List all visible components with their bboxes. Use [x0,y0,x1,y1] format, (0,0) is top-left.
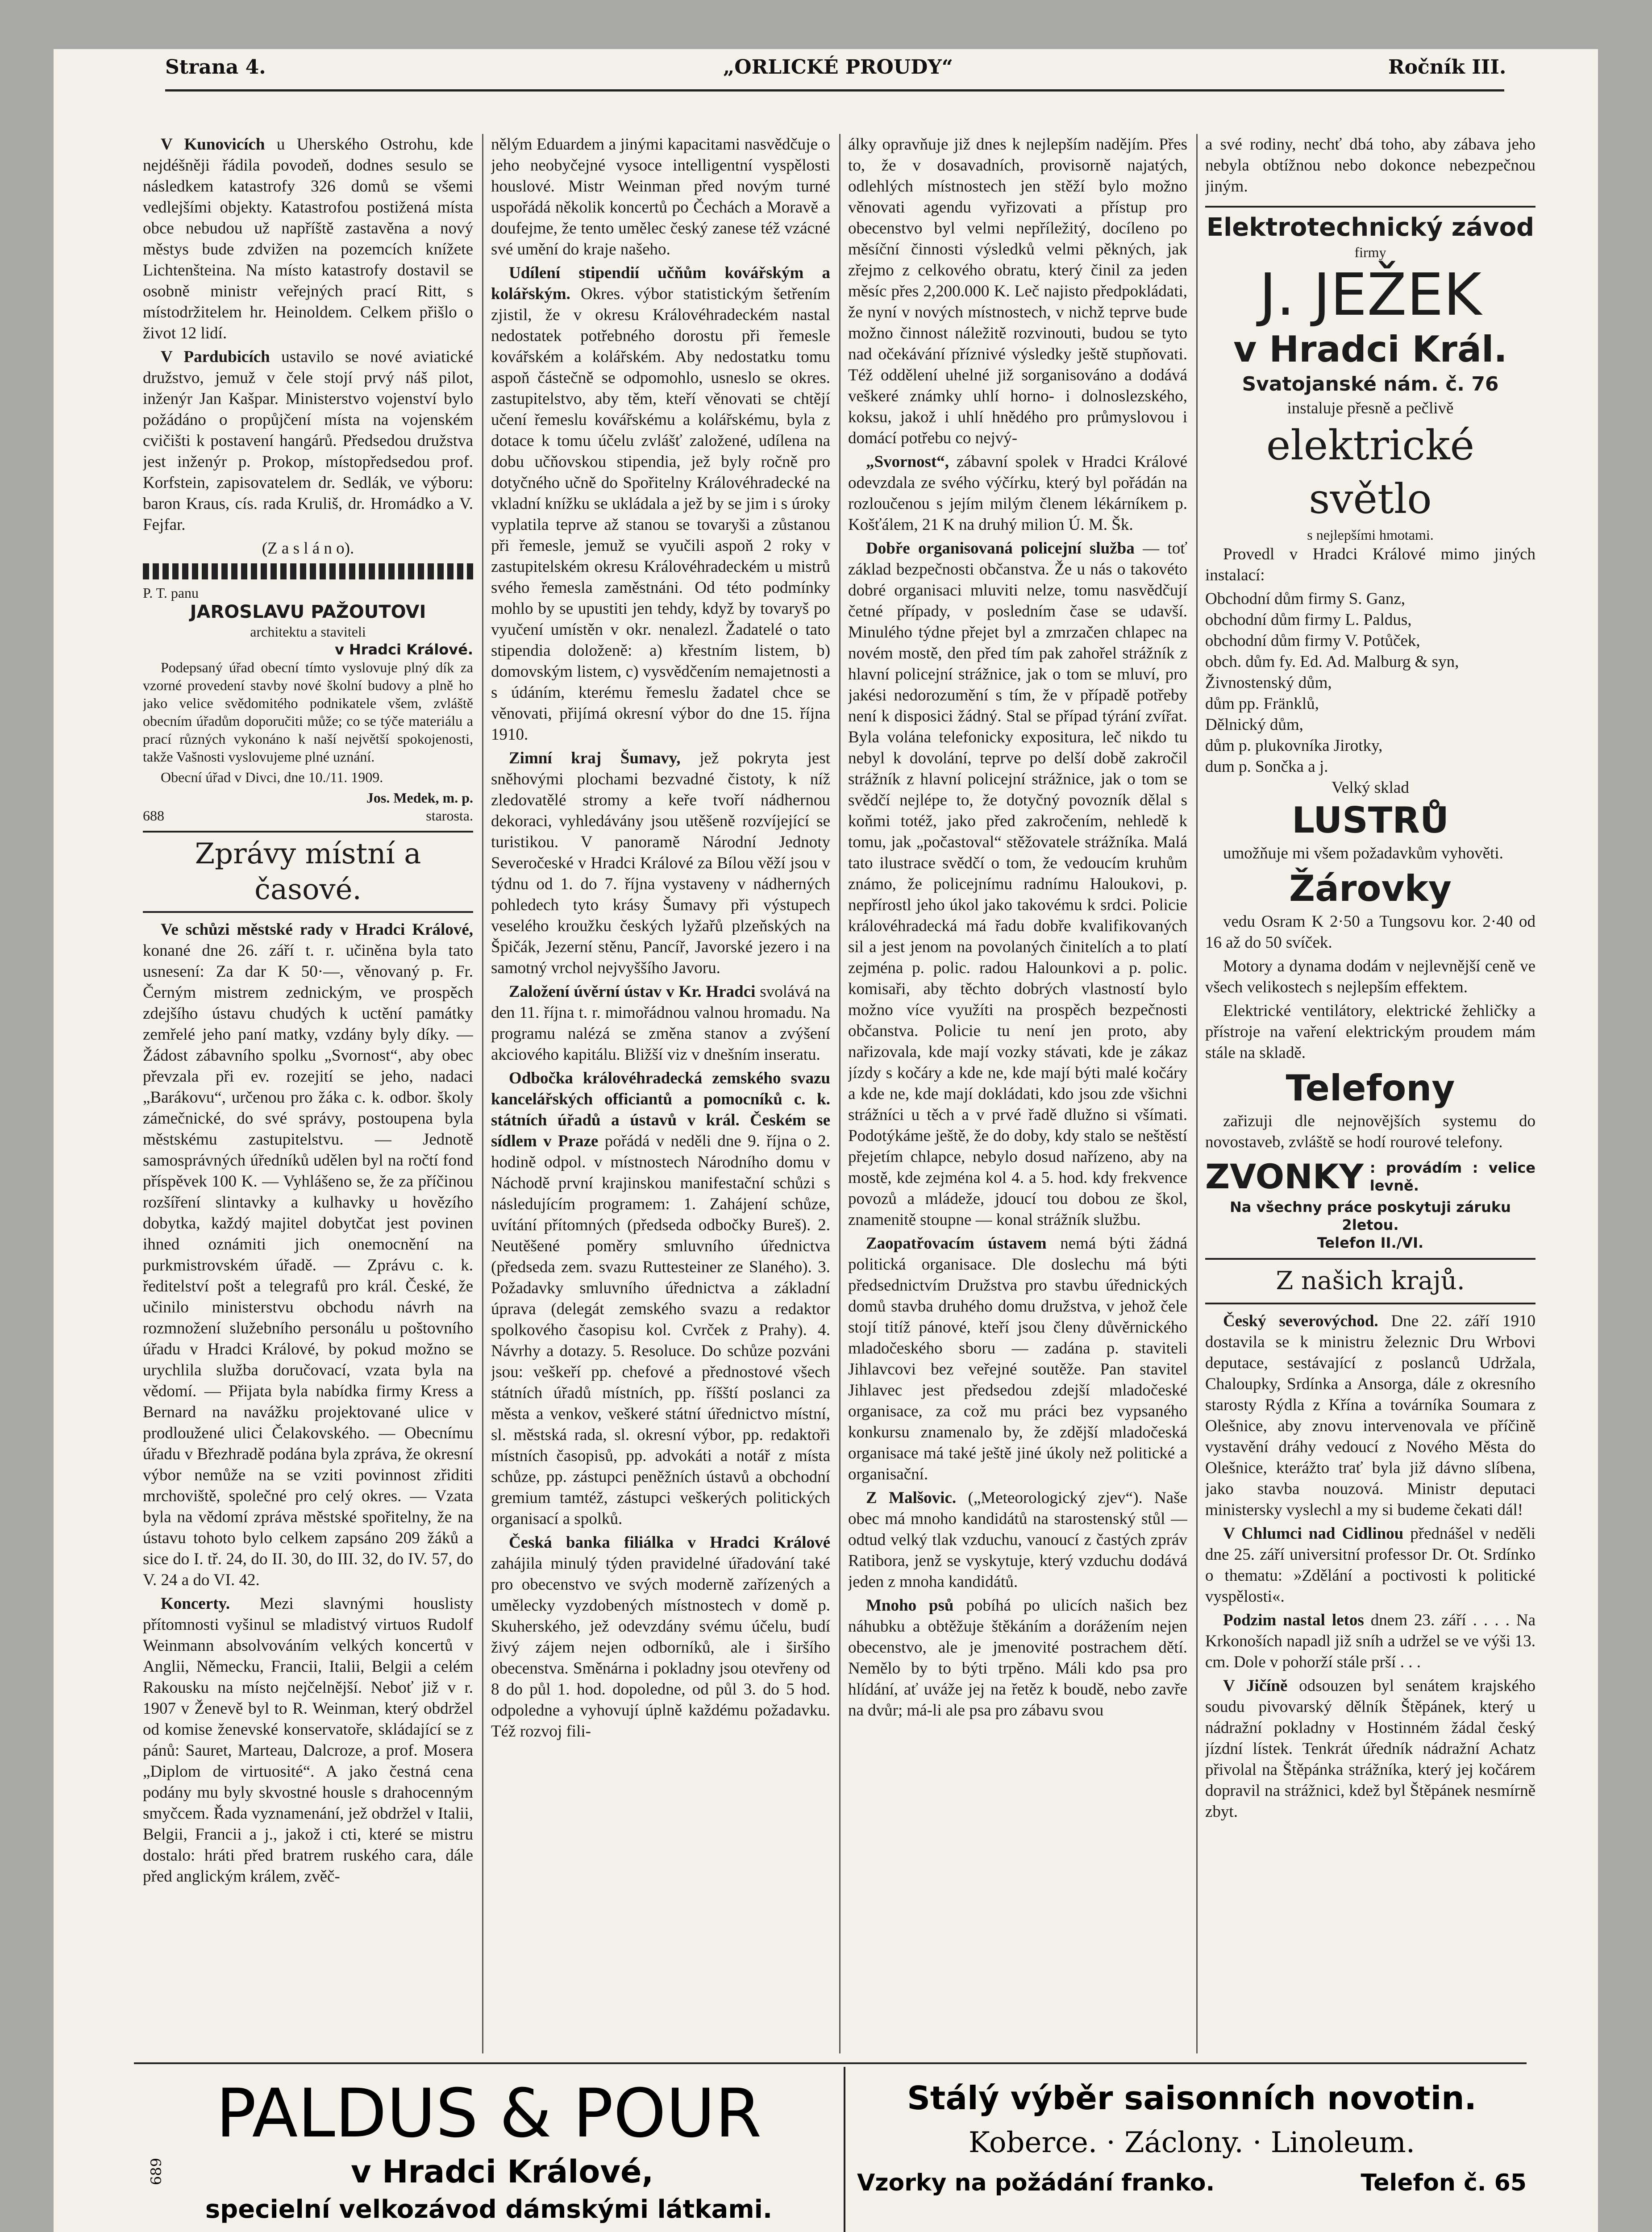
article-city-council: Ve schůzi městské rady v Hradci Králové, konané dne 26. září t. r. učiněna byla tato usnesení: Za dar K 50·—, věnovaný p. Fr. Černým mistrem zednickým, ve prospěch zdejšího ústavu chudých k uctění památky zemřelé jeho paní matky, vzdány byly díky. — Žádost zábavního spolku „Svornost“, aby obec převzala při ev. rozejití se jeho, nadaci „Barákovu“, určenou pro žáka c. k. odbor. školy zámečnické, do své správy, postoupena byla městskému zastupitelstvu. — Jednotě samosprávných úředníků udělen byl na ročtí fond příspěvek 100 K. — Vyhlášeno se, že za příčinou rozšíření slintavky a kulhavky u hovězího dobytka, každý majitel dobytčat jest povinen ihned oznámiti jich onemocnění na purkmistrovském úřadě. — Zprávu c. k. ředitelství pošt a telegrafů pro král. České, že učinilo ministerstvu obchodu návrh na rozmnožení služebního personálu u poštovního úřadu v Hradci Králové, by pokud možno se urychlila služba doručovací, vzata byla na vědomí. — Přijata byla nabídka firmy Kress a Bernard na navážku projektované ulice v prodloužené ulici Čelakovského. — Obecnímu úřadu v Březhradě podána byla zpráva, že okresní výbor nemůže na se vziti povinnost zřiditi mrchoviště, společné pro celý okres. — Vzata byla na vědomí zpráva městské spořitelny, že na ústavu tohoto bylo celkem zapsáno 209 žáků a sice do I. tř. 24, do II. 30, do III. 32, do IV. 57, do V. 24 a do VI. 42. [143,920,473,1589]
ad-lustru: LUSTRŮ [1292,800,1449,841]
ad-zvonky-side: : provádím : velice levně. [1369,1159,1535,1194]
ad-store: Velký sklad [1332,779,1409,797]
ad-list-item: dům pp. Fränklů, [1205,695,1319,713]
column-4 [1205,134,1535,2053]
letter-number: 688 [143,808,164,824]
ad-firm: firmy [1354,244,1386,260]
letter-sign-role: starosta. [426,808,473,824]
column-rule-2 [839,134,841,2053]
letter-sign: Jos. Medek, m. p. [366,790,473,806]
article-kunovice: V Kunovicích u Uherského Ostrohu, kde nejdéšněji řádila povodeň, dodnes sesulo se následkem katastrofy 326 domů se všemi vedlejšími objekty. Katastrofou postižená místa obce nebudou už napříště zastavěna a nový městys bude zdvižen na pozemcích knížete Lichtenšteina. Na místo katastrofy dostavil se osobně ministr veřejných prací Ritt, s místodržitelem hr. Heinoldem. Celkem přišlo o život 12 lidí. [143,135,473,342]
letter-date: Obecní úřad v Divci, dne 10./11. 1909. [161,769,383,785]
letter-name: JAROSLAVU PAŽOUTOVI [190,602,426,622]
ad-ventilators: Elektrické ventilátory, elektrické žehličky a přístroje na vaření elektrickým proudem mám stále na skladě. [1205,1002,1535,1062]
paldus-city: v Hradci Králové, [350,2153,654,2190]
article-svornost: „Svornost“, zábavní spolek v Hradci Králové odevzdala ze svého výčírku, který byl pořádán na rozloučenou s jejím milým členem lékárníkem p. Košťálem, 21 K na druhý milion Ú. M. Šk. [848,453,1187,534]
column-2 [491,134,830,2053]
ad-zarovky-sub: vedu Osram K 2·50 a Tungsovu kor. 2·40 od 16 až do 50 svíček. [1205,912,1535,952]
ad-light-sub: s nejlepšími hmotami. [1307,527,1434,543]
article-jicin: V Jičíně odsouzen byl senátem krajského soudu pivovarský dělník Štěpánek, který u nádražní pokladny v Hostinném žádal český jízdní lístek. Tenkrát úředník nádražní Achatz přivolal na Štěpánka strážníka, který jej kočárem dopravil na strážnici, kdež byl Štěpánek nesmírně zbyt. [1205,1677,1535,1821]
ad-list-item: obch. dům fy. Ed. Ad. Malburg & syn, [1205,653,1459,671]
ad-installs: instaluje přesně a pečlivě [1287,399,1454,417]
article-czech-bank: Česká banka filiálka v Hradci Králové zahájila minulý týden pravidelné úřadování také pro obecenstvo ve svých moderně zařízených a umělecky vyzdobených místnostech v domě p. Skuherského, jež odevzdány svému účelu, budí živý zájem nejen odborníků, ale i širšího obecenstva. Směnárna i pokladny jsou otevřeny od 8 do půl 1. hod. dopoledne, od půl 3. do 5 hod. odpoledne a vyhovují úplně každému požadavku. Též rozvoj fili- [491,1533,830,1741]
ad-zarovky: Žárovky [1289,868,1452,909]
ad-done: Provedl v Hradci Králové mimo jiných instalací: [1205,545,1535,584]
article-autumn: Podzim nastal letos dnem 23. září . . . . Na Krkonoších napadl již sníh a udržel se ve výši 13. cm. Dole v pohorží stále prší . . . [1205,1611,1535,1671]
ad-list [1205,588,1535,777]
ad-separator [1205,206,1535,208]
footer-vertical-rule [844,2067,845,2232]
ad-telefony-sub: zařizuji dle nejnovějších systemu do novostaveb, zvláště se hodí rourové telefony. [1205,1112,1535,1151]
ad-title: Elektrotechnický závod [1206,213,1535,242]
paldus-name: PALDUS & POUR [216,2075,762,2153]
article-concerts: Koncerty. Mezi slavnými houslisty přítomnosti vyšinul se mladistvý virtuos Rudolf Weinmann absolvováním velkých koncertů v Anglii, Německu, Francii, Italii, Belgii a celém Rakousku na místo nejčelnější. Neboť již v r. 1907 v Ženevě byl to R. Weinman, který obdržel od komise ženevské konservatoře, skládající se z pánů: Sauret, Marteau, Dalcroze, a prof. Mosera „Diplom de virtuosité“. A jako čestná cena podány mu byly skvostné housle s drahocenným smyčcem. Řada vyznamenání, jež obdržel v Italii, Belgii, Francii a j., jakož i cti, které se mistru dostalo: hráti před bratrem ruského cara, dále před anglickým králem, zvěč- [143,1595,473,1886]
volume-number: Ročník III. [1388,56,1506,79]
column-rule-3 [1196,134,1198,2053]
ad-list-item: Obchodní dům firmy S. Ganz, [1205,590,1406,608]
section-title-regions: Z našich krajů. [1205,1258,1535,1304]
footer-ad-novelties [857,2076,1527,2232]
header-rule [165,89,1504,92]
article-dogs-cont: a své rodiny, nechť dbá toho, aby zábava jeho nebyla obtížnou nebo dokonce nebezpečnou jiným. [1205,135,1535,196]
article-institute: Zaopatřovacím ústavem nemá býti žádná politická organisace. Dle doslechu má býti předsednictvím Družstva pro stavbu úřednických domů stavba druhého domu družstva, v jehož čele stojí titíž pánové, kteří jsou členy důvěrnického mladočeského sboru — zadána p. staviteli Jihlavcovi bez veřejné soutěže. Pan stavitel Jihlavec jest předsedou zdejší mladočeské organisace, za což mu práci bez vypsaného konkursu znamenalo by, že zdější mladočeská organisace má také ještě jiné úkoly než politické a organisační. [848,1234,1187,1483]
newspaper-title: „ORLICKÉ PROUDY“ [723,56,953,79]
column-3 [848,134,1187,2053]
article-concerts-cont: nělým Eduardem a jinými kapacitami nasvědčuje o jeho neobyčejné vysoce intelligentní vyspělosti houslové. Mistr Weinman před novým turné uspořádá několik koncertů po Čechách a Moravě a doufejme, že tento umělec český zanese též vzácné své umění do kraje našeho. [491,135,830,258]
novelties-items: Koberce. · Záclony. · Linoleum. [968,2126,1415,2159]
paldus-number: 689 [148,2157,165,2185]
article-bank-cont: álky opravňuje již dnes k nejlepším nadějím. Přes to, že v dosavadních, provisorně najatých, odlehlých místnostech jen stěží bylo možno věnovati agendu vyřizovati a přístup pro obecenstvo byl velmi nepříležitý, docíleno po měsíční činnosti výsledků velmi pěkných, jak zřejmo z celkového obratu, který činil za jeden měsíc přes 2,200.000 K. Leč najisto předpokládati, že nyní v nových místnostech, v nichž teprve bude možno činnost náležitě rozvinouti, budou se tyto nad očekávání příznivé výsledky ještě stupňovati. Též oddělení uhelné již sorganisováno a dodává veškeré známky uhlí horno- i dolnoslezského, koksu, jakož i uhlí hnědého pro průmyslovou i domácí potřebu co nejvý- [848,135,1187,447]
ad-telefony: Telefony [1286,1067,1455,1109]
ad-list-item: Živnostenský dům, [1205,674,1332,692]
article-dogs: Mnoho psů pobíhá po ulicích našich bez náhubku a obtěžuje štěkáním a dorážením nejen obecenstvo, ale je jmenovité postrachem dětí. Nemělo by to býti trpěno. Máli kdo psa pro hlídání, ať uváže jej na řetěz k boudě, nebo zavře na dvůr; má-li ale psa pro zábavu svou [848,1596,1187,1720]
page-number: Strana 4. [165,56,266,79]
article-stipends: Udílení stipendií učňům kovářským a kolářským. Okres. výbor statistickým šetřením zjistil, že v okresu Královéhradeckém nastal nedostatek potřebného dorostu při řemesle kovářském a kolářském. Aby nedostatku tomu aspoň částečně se odpomohlo, usneslo se okres. zastupitelstvo, aby těm, kteří věnovati se chtějí učení řemeslu kovářskému a kolářskému, byla z dotace k tomu účelu zvlášť založené, udílena na dobu učňovskou stipendia, jež byly ročně pro dotyčného učně do Spořitelny Královéhradecké na vkladní knížku se ukládala a jež by se jim i s úroky vyplatila teprve až stanou se tovaryši a zůstanou při řemesle, jemuž se vyučili aspoň 2 roky v zastupitelském okresu Královéhradeckém u mistrů svého řemesla zaměstnáni. Od této podmínky mohlo by se upustiti jen tehdy, když by tovaryš po vyučení umístěn v okr. nenalezl. Žadatelé o tato stipendia doloženě: a) křestním listem, b) domovským listem, c) vysvědčením nemajetnosti a s údáním, kterému řemeslu žadatel chce se věnovati, přijímá okresní výbor do dne 15. října 1910. [491,264,830,744]
article-sumava: Zimní kraj Šumavy, jež pokryta jest sněhovými plochami bezvadné čistoty, k níž zledovatělé stromy a keře tvoří nádhernou dekoraci, vyhledávány jsou utěšeně rozvíjející se turistikou. V panoramě Národní Jednoty Severočeské v Hradci Králové za Bílou věží jsou v týdnu od 1. do 7. října vystaveny v nádherných pohledech tyto krásy Šumavy při výstupech veselého kroužku českých lyžařů plzeňských na Špičák, Jezerní stěnu, Pancíř, Javorské jezero i na samotný vrchol nejvyššího Javoru. [491,749,830,977]
section-title-local-news: Zprávy místní a časové. [143,831,473,913]
ad-zvonky: ZVONKY [1205,1157,1364,1196]
ad-list-item: dum p. Sončka a j. [1205,758,1328,776]
ornament-divider [143,563,473,579]
ad-guarantee: Na všechny práce poskytuji záruku 2letou. [1230,1199,1511,1233]
ad-name: J. JEŽEK [1259,261,1481,329]
article-malsovice: Z Malšovic. („Meteorologický zjev“). Naše obec má mnoho kandidátů na starostenský stůl — odtud velký tlak vzduchu, vanoucí z častých zpráv Ratibora, jenž se vyskytuje, který vzduchu dodává jeden z mnoha kandidátů. [848,1489,1187,1591]
column-rule-1 [482,134,483,2053]
novelties-offer: Vzorky na požádání franko. [857,2170,1215,2196]
article-chlumec: V Chlumci nad Cidlinou přednášel v neděli dne 25. září universitní professor Dr. Ot. Srdínko o thematu: »Zdělání a poctivosti k politické vyspělosti«. [1205,1524,1535,1606]
ad-light: elektrické světlo [1266,421,1475,523]
ad-city: v Hradci Král. [1233,329,1507,370]
article-officials-union: Odbočka královéhradecká zemského svazu kancelářských officiantů a pomocníků c. k. státních úřadů a ústavů v král. Českém se sídlem v Praze pořádá v neděli dne 9. října o 2. hodině odpol. v místnostech Národního domu v Náchodě první krajinskou manifestační schůzi s následujícím programem: 1. Zahájení schůze, uvítání přítomných (předseda odbočky Bureš). 2. Neutěšené poměry smluvního úřednictva (předseda zem. svazu Ruttesteiner ze Slaného). 3. Požadavky smluvního úřednictva a základní úprava (delegát zemského svazu a redaktor spolkového časopisu kol. Cvrček z Prahy). 4. Návrhy a dotazy. 5. Resoluce. Do schůze pozváni jsou: veškeří pp. chefové a přednostové všech státních úřadů místních, pp. říšští poslanci za města a venkov, veškeré státní úřednictvo místní, sl. městská rada, sl. okresní výbor, pp. redaktoři místních časopisů, pp. advokáti a notář z místa schůze, pp. zástupci peněžních ústavů a obchodní gremium tamtéž, zástupci veškerých politických organisací a spolků. [491,1069,830,1528]
paldus-desc: specielní velkozávod dámskými látkami. [205,2195,773,2224]
ad-list-item: obchodní dům firmy V. Potůček, [1205,632,1420,650]
novelties-phone: Telefon č. 65 [1361,2170,1527,2196]
letter-to: P. T. panu [143,585,199,601]
ad-motory: Motory a dynama dodám v nejlevnější ceně ve všech velikostech s nejlepším effektem. [1205,957,1535,996]
article-police: Dobře organisovaná policejní služba — toť základ bezpečnosti občanstva. Že u nás o takovéto dobré organisaci mluviti nelze, tomu nasvědčují četné případy, v posledním čase se udavší. Minulého týdne přejet byl a zmrzačen chlapec na novém mostě, den před tím pak zahořel strážník z hlavní policejní strážnice, jak o tom se mluví, pro jakési nedorozumění s tím, že v případě potřeby není k disposici žádný. Stal se případ týrání zvířat. Byla volána telefonicky expositura, leč nikdo tu nebyl k dovolání, teprve po delší době zakročil strážník z hlavní policejní strážnice, jak o tom se svědčí nejlépe to, že dotyčný povozník dělal s koňmi totéž, jako před zakročením, nehledě k tomu, jak „počastoval“ stěžovatele strážníka. Malá tato ilustrace svědčí o tom, že vedoucím kruhům známo, že policejnímu radnímu Haloukovi, p. nepřírostl jeho úkol jako takovému k srdci. Policie královéhradecká má řadu dobře kvalifikovaných sil a jest jenom na povolaných činitelích a to platí zejména p. polic. radou Halounkovi a p. polic. komisaři, aby těchto dobrých vlastností bylo možno více využíti na prospěch bezpečnosti občanstva. Policie tu není jen proto, aby nařizovala, kde mají vozky stávati, kde je zákaz jízdy s kočáry a kde ne, kde mají býti malé kočáry a kde ne, kde mají dokládati, kdo jsou zde všichni strážníci u těch a v prvé řadě dlužno si všímati. Podotýkáme ještě, že do doby, kdy stalo se neštěstí přejetím chlapce, nebylo dosud nařízeno, aby na mostě, kde zejména kol 4. a 5. hod. kdy frekvence povozů a mládeže, jdoucí tou dobou ze škol, znamenitě stoupne — konal strážník službu. [848,539,1187,1229]
ad-lustru-sub: umožňuje mi všem požadavkům vyhověti. [1223,844,1503,862]
ad-address: Svatojanské nám. č. 76 [1242,373,1499,396]
ad-list-item: Dělnický dům, [1205,716,1303,734]
letter-role: architektu a staviteli [250,624,366,640]
letter-body: Podepsaný úřad obecní tímto vyslovuje plný dík za vzorné provedení stavby nové školní budovy a plně ho jako velice svědomitého podnikatele všem, zvláště obecním úřadům doporučiti může; co se týče materiálu a prací různých vykonáno k naší největší spokojenosti, takže Vašnosti vyslovujeme plné uznání. [143,659,473,765]
zaslano-label: (Z a s l á n o). [262,539,354,558]
footer-rule [134,2062,1527,2064]
column-1 [143,134,473,2053]
ad-list-item: obchodní dům firmy L. Paldus, [1205,611,1412,629]
letter-place: v Hradci Králové. [335,641,473,658]
ad-telephone: Telefon II./VI. [1317,1234,1424,1251]
article-credit-institute: Založení úvěrní ústav v Kr. Hradci svolává na den 11. října t. r. mimořádnou valnou hromadu. Na programu nalézá se změna stanov a zvýšení akciového kapitálu. Bližší viz v dnešním inseratu. [491,983,830,1064]
ad-list-item: dům p. plukovníka Jirotky, [1205,737,1383,755]
article-pardubice: V Pardubicích ustavilo se nové aviatické družstvo, jemuž v čele stojí prvý náš pilot, inženýr Jan Kašpar. Ministerstvo vojenství bylo požádáno o propůjčení místa na vojenském cvičišti k postavení hangárů. Předsedou družstva jest inženýr p. Prokop, místopředsedou prof. Korfstein, zapisovatelem dr. Sedlák, ve výboru: baron Kraus, cís. rada Kruliš, dr. Hromádko a V. Fejfar. [143,348,473,534]
footer-ad-paldus [143,2076,835,2232]
novelties-title: Stálý výběr saisonních novotin. [907,2079,1477,2117]
article-northeast: Český severovýchod. Dne 22. září 1910 dostavila se k ministru železnic Dru Wrbovi deputace, sestávající z poslanců Udržala, Chaloupky, Srdínka a Ansorga, dále z okresního starosty Rýdla z Křína a továrníka Soumara z Olešnice, aby znovu intervenovala ve příčině vystavění dráhy vedoucí z Nového Města do Olešnice, kterážto trať byla již dávno slíbena, jako stavba nouzová. Ministr deputaci ministersky vyslechl a my si budeme čekati dál! [1205,1312,1535,1519]
